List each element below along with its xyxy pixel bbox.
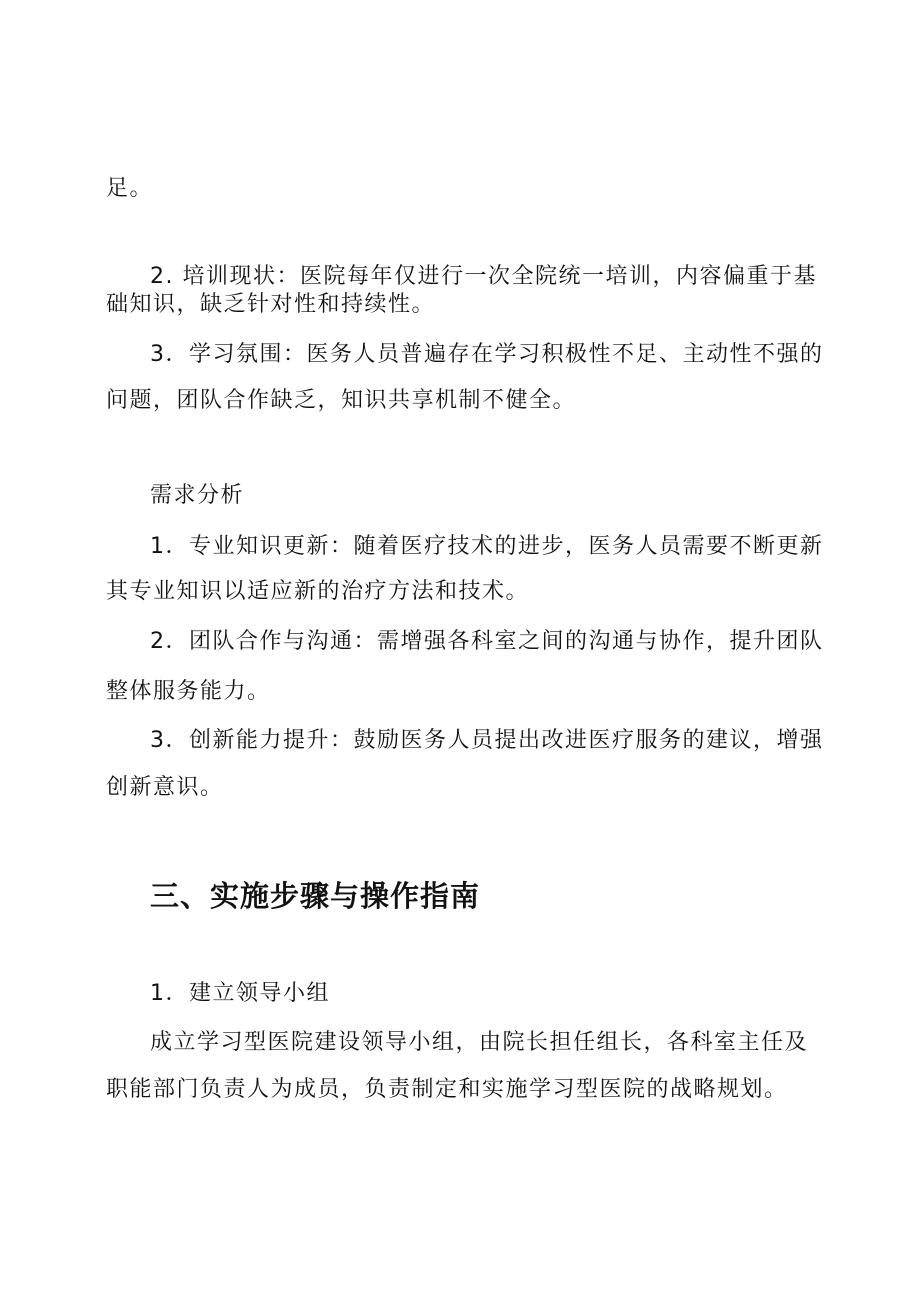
leadership-paragraph-line-2: 职能部门负责人为成员，负责制定和实施学习型医院的战略规划。 xyxy=(106,1077,788,1102)
knowledge-update-line-2: 其专业知识以适应新的治疗方法和技术。 xyxy=(106,579,530,604)
paragraph-continuation: 足。 xyxy=(106,176,154,201)
innovation-line-1: 3．创新能力提升：鼓励医务人员提出改进医疗服务的建议，增强 xyxy=(150,728,824,753)
knowledge-update-line-1: 1．专业知识更新：随着医疗技术的进步，医务人员需要不断更新 xyxy=(150,534,824,559)
learning-atmosphere-line-2: 问题，团队合作缺乏，知识共享机制不健全。 xyxy=(106,388,577,413)
section-subtitle-needs-analysis: 需求分析 xyxy=(150,483,245,508)
teamwork-line-1: 2．团队合作与沟通：需增强各科室之间的沟通与协作，提升团队 xyxy=(150,629,824,654)
training-status-line-1: 2. 培训现状：医院每年仅进行一次全院统一培训，内容偏重于基 xyxy=(150,264,817,289)
leadership-paragraph-line-1: 成立学习型医院建设领导小组，由院长担任组长，各科室主任及 xyxy=(150,1030,809,1055)
learning-atmosphere-line-1: 3．学习氛围：医务人员普遍存在学习积极性不足、主动性不强的 xyxy=(150,342,824,367)
innovation-line-2: 创新意识。 xyxy=(106,775,224,800)
subheading-leadership-group: 1．建立领导小组 xyxy=(150,981,330,1006)
teamwork-line-2: 整体服务能力。 xyxy=(106,679,271,704)
section-heading-implementation: 三、实施步骤与操作指南 xyxy=(150,879,481,913)
training-status-line-2: 础知识，缺乏针对性和持续性。 xyxy=(106,292,436,317)
